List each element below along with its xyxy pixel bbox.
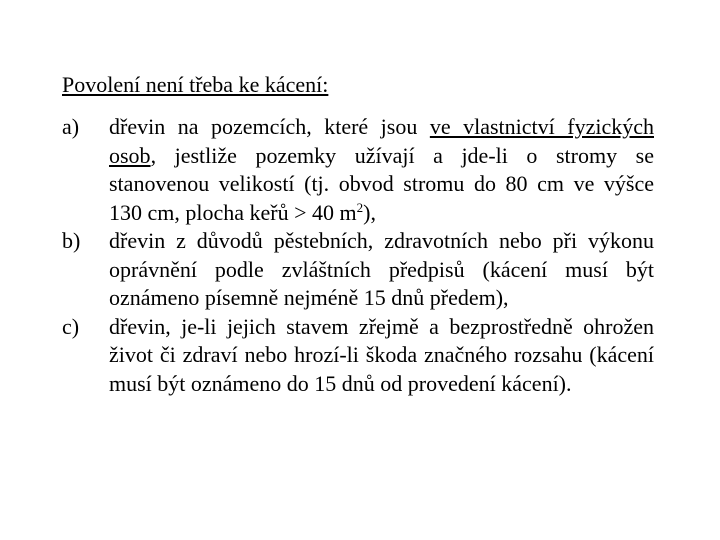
list-item-b	[62, 227, 654, 313]
list-item-c	[62, 313, 654, 399]
superscript: 2	[356, 199, 364, 215]
list-item-a	[62, 113, 654, 227]
list-marker: c)	[62, 313, 80, 339]
item-text: dřevin na pozemcích, které jsou	[109, 114, 430, 139]
item-text: ),	[363, 199, 376, 225]
exemption-list	[62, 113, 654, 398]
list-marker: b)	[62, 228, 81, 253]
item-text: dřevin, je-li jejich stavem zřejmě a bezprostředně ohrožen život či zdraví nebo hrozí-li škoda značného rozsahu (kácení musí být oznámeno do 15 dnů od provedení kácení).	[109, 313, 654, 396]
underlined-text: ve vlastnictví fyzických osob	[109, 114, 654, 168]
item-text: , jestliže pozemky užívají a jde-li o stromy se stanovenou velikostí (tj. obvod stromu do 80 cm ve výšce 130 cm, plocha keřů > 40 m	[109, 142, 654, 225]
item-text: dřevin z důvodů pěstebních, zdravotních nebo při výkonu oprávnění podle zvláštních předpisů (kácení musí být oznámeno písemně nejméně 15 dnů předem),	[109, 228, 654, 310]
list-marker: a)	[62, 114, 80, 139]
heading: Povolení není třeba ke kácení:	[62, 72, 329, 97]
